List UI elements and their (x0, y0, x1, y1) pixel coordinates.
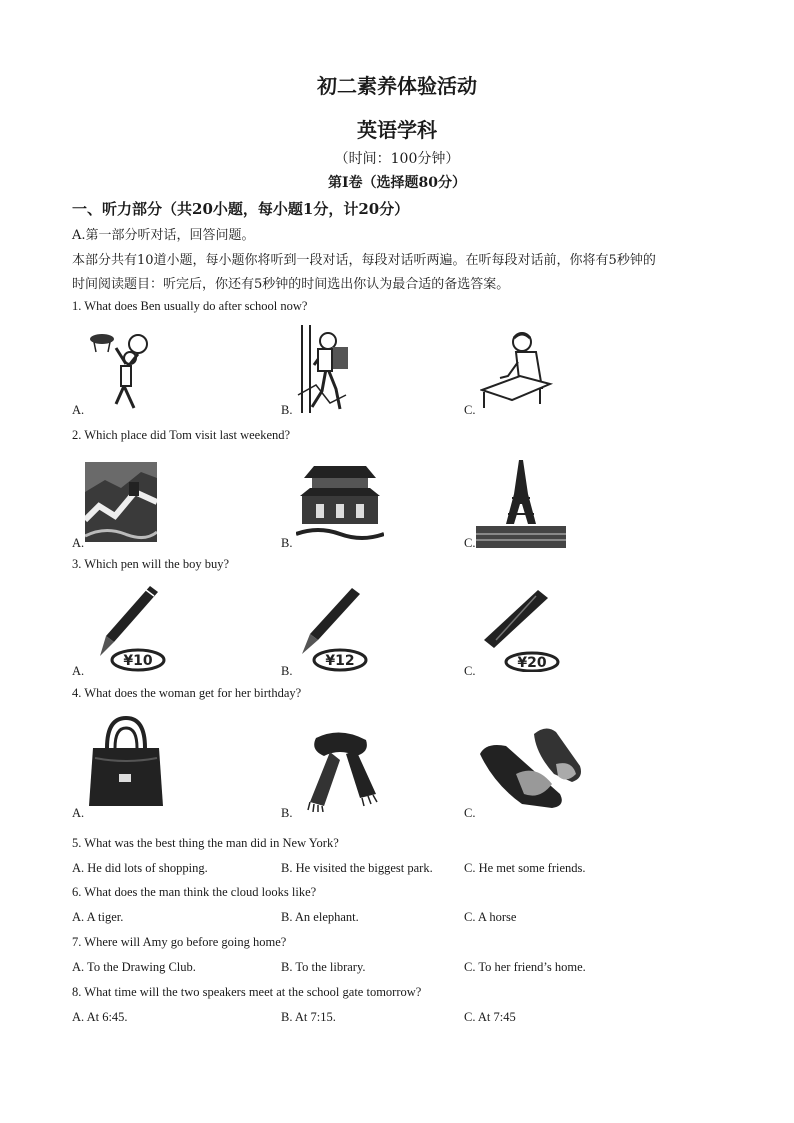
subject-title: 英语学科 (357, 118, 437, 142)
exam-time: （时间：100分钟） (334, 151, 460, 167)
pen-icon (296, 584, 374, 672)
q3-price-b: ¥12 (325, 653, 355, 669)
great-wall-icon (85, 462, 157, 542)
pen-icon (92, 584, 166, 672)
basketball-player-icon (86, 328, 156, 412)
q1-option-b[interactable]: B. (281, 403, 293, 417)
q4-option-a[interactable]: A. (72, 806, 85, 820)
q7-option-b[interactable]: B. To the library. (281, 960, 366, 974)
q8-option-c[interactable]: C. At 7:45 (464, 1010, 516, 1024)
q3-option-a[interactable]: A. (72, 664, 85, 678)
q5-option-c[interactable]: C. He met some friends. (464, 861, 586, 875)
q7-option-c[interactable]: C. To her friend’s home. (464, 960, 586, 974)
q3-option-b[interactable]: B. (281, 664, 293, 678)
q6-option-a[interactable]: A. A tiger. (72, 910, 124, 924)
q5-option-b[interactable]: B. He visited the biggest park. (281, 861, 433, 875)
tiananmen-icon (296, 456, 384, 544)
q7-option-a[interactable]: A. To the Drawing Club. (72, 960, 196, 974)
pen-icon (476, 584, 564, 672)
q3-option-c[interactable]: C. (464, 664, 476, 678)
q6-option-c[interactable]: C. A horse (464, 910, 517, 924)
q8-option-a[interactable]: A. At 6:45. (72, 1010, 128, 1024)
q3-price-c: ¥20 (517, 655, 547, 671)
q2-option-a[interactable]: A. (72, 536, 85, 550)
question-1: 1. What does Ben usually do after school now? (72, 299, 308, 313)
scarf-icon (296, 728, 386, 812)
gloves-icon (476, 714, 584, 818)
q1-option-c[interactable]: C. (464, 403, 476, 417)
q8-option-b[interactable]: B. At 7:15. (281, 1010, 336, 1024)
question-4: 4. What does the woman get for her birthday? (72, 686, 302, 700)
q3-price-a: ¥10 (123, 653, 153, 669)
handbag-icon (85, 714, 167, 812)
question-2: 2. Which place did Tom visit last weekend? (72, 428, 291, 442)
eiffel-tower-icon (476, 458, 566, 548)
part-a-heading: A.第一部分听对话，回答问题。 (72, 228, 255, 243)
q2-option-c[interactable]: C. (464, 536, 476, 550)
instructions-line-2: 时间阅读题目：听完后，你还有5秒钟的时间选出你认为最合适的备选答案。 (72, 277, 510, 292)
q4-option-b[interactable]: B. (281, 806, 293, 820)
student-writing-icon (480, 328, 560, 410)
volume-title: 第Ⅰ卷（选择题80分） (327, 175, 467, 191)
climber-icon (296, 325, 358, 413)
question-7: 7. Where will Amy go before going home? (72, 935, 287, 949)
q2-option-b[interactable]: B. (281, 536, 293, 550)
section-heading: 一、听力部分（共20小题，每小题1分，计20分） (72, 200, 410, 218)
question-6: 6. What does the man think the cloud looks like? (72, 885, 317, 899)
q5-option-a[interactable]: A. He did lots of shopping. (72, 861, 208, 875)
question-3: 3. Which pen will the boy buy? (72, 557, 230, 571)
q6-option-b[interactable]: B. An elephant. (281, 910, 359, 924)
q4-option-c[interactable]: C. (464, 806, 476, 820)
q1-option-a[interactable]: A. (72, 403, 85, 417)
exam-title: 初二素养体验活动 (317, 74, 477, 98)
question-8: 8. What time will the two speakers meet at the school gate tomorrow? (72, 985, 422, 999)
instructions-line-1: 本部分共有10道小题，每小题你将听到一段对话，每段对话听两遍。在听每段对话前，你将有5秒钟的 (72, 253, 656, 268)
question-5: 5. What was the best thing the man did in New York? (72, 836, 339, 850)
